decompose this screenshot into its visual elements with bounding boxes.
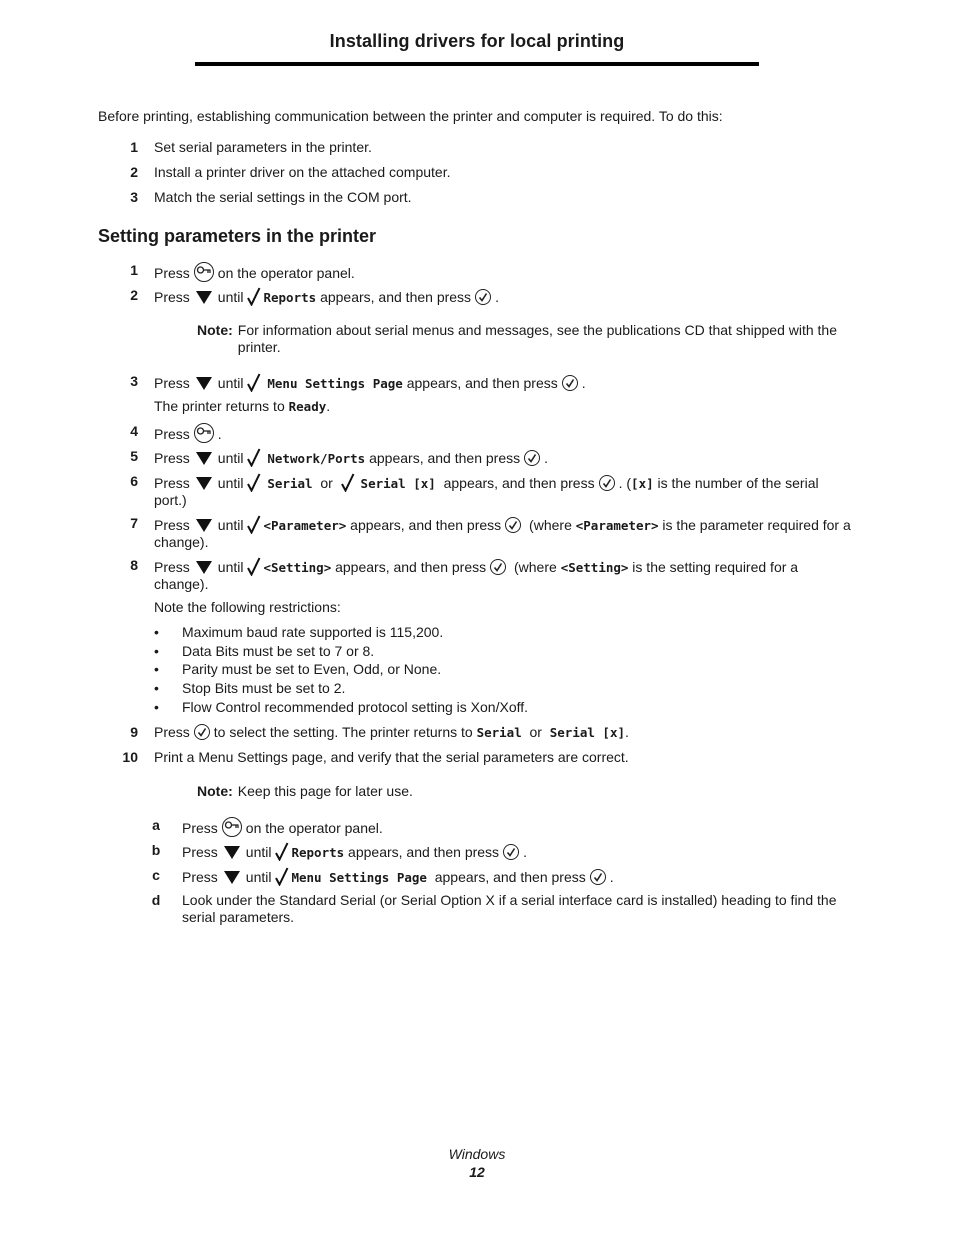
parameter-token: <Parameter> xyxy=(575,518,659,533)
press-word: Press xyxy=(154,265,190,281)
checkmark-icon xyxy=(247,557,261,576)
appears-text: appears, and then press xyxy=(331,559,487,575)
until-word: until xyxy=(245,869,272,885)
note-text: Keep this page for later use. xyxy=(237,783,413,799)
menu-item-menu-settings-page: Menu Settings Page xyxy=(291,870,427,885)
intro-paragraph: Before printing, establishing communication between the printer and computer is required. To do this: xyxy=(98,108,723,124)
menu-item-menu-settings-page: Menu Settings Page xyxy=(267,376,403,391)
step-number: 10 xyxy=(122,749,138,765)
menu-key-icon xyxy=(222,817,242,837)
press-word: Press xyxy=(182,844,218,860)
status-serial: Serial xyxy=(476,725,522,740)
substep-letter: a xyxy=(152,817,160,833)
down-arrow-icon xyxy=(196,377,212,390)
paren-text: . ( xyxy=(618,475,632,491)
step-9-text xyxy=(154,724,629,741)
overview-step-text: Match the serial settings in the COM port. xyxy=(154,189,412,205)
restriction-item: Parity must be set to Even, Odd, or None. xyxy=(182,661,442,677)
press-word: Press xyxy=(154,724,190,740)
menu-item-reports: Reports xyxy=(291,845,345,860)
restrictions-intro: Note the following restrictions: xyxy=(154,599,341,615)
period: . xyxy=(625,724,629,740)
step-number: 5 xyxy=(130,448,138,464)
where-text: (where xyxy=(525,517,576,533)
menu-item-serial-x: Serial [x] xyxy=(360,476,436,491)
restriction-item: Data Bits must be set to 7 or 8. xyxy=(182,643,375,659)
page-number: 12 xyxy=(469,1164,485,1180)
bullet-marker: • xyxy=(154,699,159,715)
step-6-tail: is the number of the serial port.) xyxy=(154,475,819,508)
select-button-icon xyxy=(590,869,606,885)
down-arrow-icon xyxy=(196,291,212,304)
overview-step-number: 3 xyxy=(130,189,138,205)
until-word: until xyxy=(217,375,244,391)
press-word: Press xyxy=(154,426,190,442)
step-7-tail: is the parameter required for a change). xyxy=(154,517,851,550)
menu-item-setting: <Setting> xyxy=(263,560,332,575)
appears-text: appears, and then press xyxy=(434,869,586,885)
checkmark-icon xyxy=(275,867,289,886)
step-9-sentence: to select the setting. The printer returns to xyxy=(213,724,473,740)
appears-text: appears, and then press xyxy=(320,289,472,305)
step-8-text xyxy=(154,557,824,593)
press-word: Press xyxy=(154,517,190,533)
step-number: 2 xyxy=(130,287,138,303)
status-ready: Ready xyxy=(288,399,327,414)
step-4-text xyxy=(154,423,222,443)
checkmark-icon xyxy=(247,448,261,467)
operator-panel-text: on the operator panel. xyxy=(245,820,383,836)
step-number: 3 xyxy=(130,373,138,389)
checkmark-icon xyxy=(247,287,261,306)
press-word: Press xyxy=(182,869,218,885)
overview-step-number: 2 xyxy=(130,164,138,180)
checkmark-icon xyxy=(247,373,261,392)
restriction-item: Flow Control recommended protocol setting is Xon/Xoff. xyxy=(182,699,529,715)
period: . xyxy=(523,844,527,860)
press-word: Press xyxy=(182,820,218,836)
or-word: or xyxy=(529,724,542,740)
press-word: Press xyxy=(154,375,190,391)
until-word: until xyxy=(217,475,244,491)
step-3-text xyxy=(154,373,586,392)
select-button-icon xyxy=(194,724,210,740)
note-block xyxy=(197,322,842,356)
menu-key-icon xyxy=(194,423,214,443)
overview-step-text: Install a printer driver on the attached computer. xyxy=(154,164,451,180)
period: . xyxy=(217,426,222,442)
appears-text: appears, and then press xyxy=(365,450,521,466)
checkmark-icon xyxy=(247,515,261,534)
bullet-marker: • xyxy=(154,661,159,677)
press-word: Press xyxy=(154,289,190,305)
appears-text: appears, and then press xyxy=(402,375,558,391)
menu-item-reports: Reports xyxy=(263,290,317,305)
step-6-text xyxy=(154,473,854,509)
down-arrow-icon xyxy=(196,452,212,465)
down-arrow-icon xyxy=(224,846,240,859)
step-5-text xyxy=(154,448,548,467)
restriction-item: Stop Bits must be set to 2. xyxy=(182,680,346,696)
until-word: until xyxy=(245,844,272,860)
step-8-tail: is the setting required for a change). xyxy=(154,559,799,592)
step-1-text xyxy=(154,262,355,282)
menu-item-parameter: <Parameter> xyxy=(263,518,347,533)
substep-c-text xyxy=(182,867,614,886)
period: . xyxy=(581,375,586,391)
checkmark-icon xyxy=(247,473,261,492)
down-arrow-icon xyxy=(196,519,212,532)
substep-letter: c xyxy=(152,867,160,883)
step-number: 8 xyxy=(130,557,138,573)
until-word: until xyxy=(217,450,244,466)
or-word: or xyxy=(320,475,333,491)
down-arrow-icon xyxy=(196,561,212,574)
step-7-text xyxy=(154,515,854,551)
select-button-icon xyxy=(503,844,519,860)
appears-text: appears, and then press xyxy=(344,844,500,860)
substep-letter: b xyxy=(151,842,161,858)
section-heading: Setting parameters in the printer xyxy=(98,226,377,246)
bullet-marker: • xyxy=(154,680,159,696)
menu-item-network-ports: Network/Ports xyxy=(267,451,366,466)
step-2-text xyxy=(154,287,499,306)
where-text: (where xyxy=(510,559,561,575)
down-arrow-icon xyxy=(196,477,212,490)
note-label: Note: xyxy=(197,322,233,338)
menu-key-icon xyxy=(194,262,214,282)
step-number: 1 xyxy=(130,262,138,278)
select-button-icon xyxy=(599,475,615,491)
select-button-icon xyxy=(475,289,491,305)
note-block xyxy=(197,783,842,800)
press-word: Press xyxy=(154,475,190,491)
period: . xyxy=(609,869,614,885)
period: . xyxy=(495,289,499,305)
setting-token: <Setting> xyxy=(560,560,629,575)
select-button-icon xyxy=(505,517,521,533)
period: . xyxy=(326,398,331,414)
footer-section-name: Windows xyxy=(448,1146,506,1162)
select-button-icon xyxy=(490,559,506,575)
menu-item-serial: Serial xyxy=(267,476,313,491)
bullet-marker: • xyxy=(154,643,159,659)
result-text: The printer returns to xyxy=(154,398,289,414)
page-header-title: Installing drivers for local printing xyxy=(329,31,625,51)
period: . xyxy=(544,450,548,466)
header-rule xyxy=(195,62,759,66)
down-arrow-icon xyxy=(224,871,240,884)
until-word: until xyxy=(217,289,244,305)
until-word: until xyxy=(217,559,244,575)
step-number: 4 xyxy=(130,423,138,439)
substep-a-text xyxy=(182,817,383,837)
step-3-result xyxy=(154,398,330,415)
select-button-icon xyxy=(562,375,578,391)
x-token: [x] xyxy=(631,476,654,491)
operator-panel-text: on the operator panel. xyxy=(217,265,355,281)
step-number: 9 xyxy=(130,724,138,740)
checkmark-icon xyxy=(341,473,355,492)
bullet-marker: • xyxy=(154,624,159,640)
restriction-item: Maximum baud rate supported is 115,200. xyxy=(182,624,444,640)
press-word: Press xyxy=(154,450,190,466)
overview-step-text: Set serial parameters in the printer. xyxy=(154,139,372,155)
step-number: 6 xyxy=(130,473,138,489)
note-label: Note: xyxy=(197,783,233,799)
press-word: Press xyxy=(154,559,190,575)
substep-letter: d xyxy=(151,892,161,908)
step-number: 7 xyxy=(130,515,138,531)
status-serial-x: Serial [x] xyxy=(549,725,626,740)
step-10-text: Print a Menu Settings page, and verify that the serial parameters are correct. xyxy=(154,749,629,765)
checkmark-icon xyxy=(275,842,289,861)
substep-b-text xyxy=(182,842,527,861)
substep-d-text: Look under the Standard Serial (or Serial Option X if a serial interface card is installed) heading to find the serial parameters. xyxy=(182,892,837,925)
appears-text: appears, and then press xyxy=(443,475,595,491)
overview-step-number: 1 xyxy=(130,139,138,155)
note-text: For information about serial menus and messages, see the publications CD that shipped with the printer. xyxy=(237,322,837,355)
until-word: until xyxy=(217,517,244,533)
appears-text: appears, and then press xyxy=(346,517,502,533)
select-button-icon xyxy=(524,450,540,466)
